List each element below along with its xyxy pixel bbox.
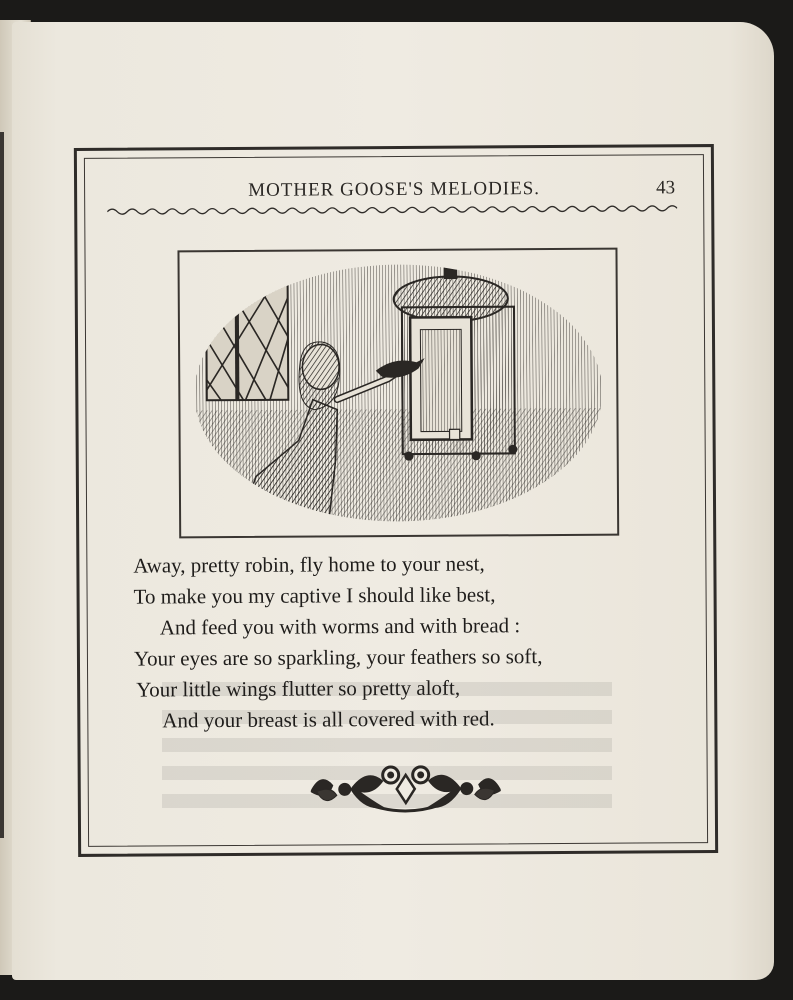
floral-ornament [311, 760, 501, 817]
verse-line: And feed you with worms and with bread : [159, 613, 521, 640]
verse-line: Away, pretty robin, fly home to your nest, [133, 551, 485, 578]
verse-line: Your little wings flutter so pretty aloft, [136, 675, 461, 702]
verse [133, 547, 654, 736]
page-border-outer [74, 144, 718, 857]
book-page [12, 22, 774, 980]
verse-line: And your breast is all covered with red. [162, 706, 495, 733]
running-title: MOTHER GOOSE'S MELODIES. [248, 178, 541, 201]
adjacent-page-border [0, 132, 4, 838]
illustration-frame [177, 248, 619, 539]
woodcut-illustration [184, 254, 614, 533]
page-border-inner [84, 154, 708, 847]
page-number: 43 [656, 177, 676, 199]
verse-line: Your eyes are so sparkling, your feathers so soft, [133, 644, 543, 671]
page-header [85, 177, 703, 205]
window-lattice [206, 280, 288, 401]
verse-line: To make you my captive I should like best, [133, 582, 496, 609]
wavy-rule [107, 203, 677, 216]
